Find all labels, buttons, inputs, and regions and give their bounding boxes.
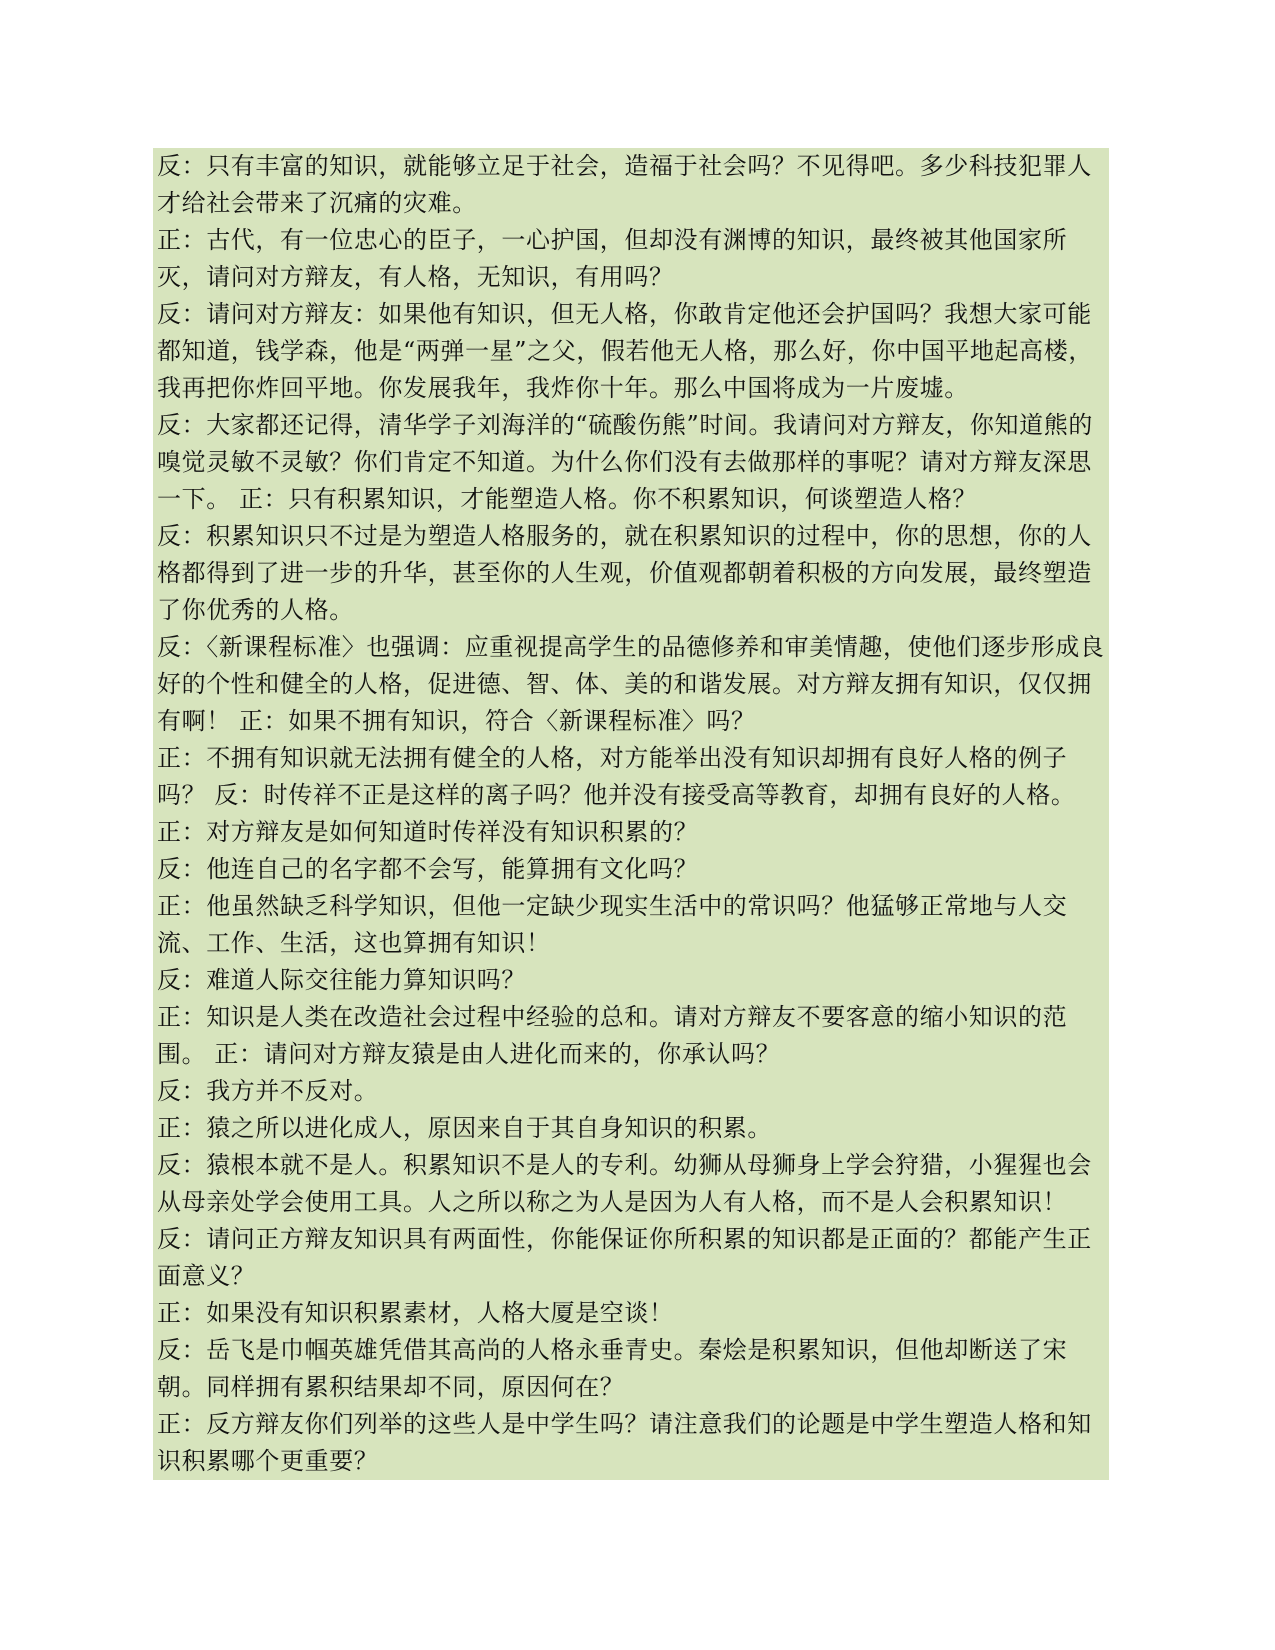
paragraph: 反：请问正方辩友知识具有两面性，你能保证你所积累的知识都是正面的？都能产生正面意义？ [157, 1225, 1092, 1290]
paragraph: 反：积累知识只不过是为塑造人格服务的，就在积累知识的过程中，你的思想，你的人格都得到了进一步的升华，甚至你的人生观，价值观都朝着积极的方向发展，最终塑造了你优秀的人格。 [157, 522, 1092, 624]
paragraph: 正：反方辩友你们列举的这些人是中学生吗？请注意我们的论题是中学生塑造人格和知识积累哪个更重要？ [157, 1410, 1092, 1475]
paragraph: 反：我方并不反对。 [157, 1077, 379, 1105]
paragraph: 反：他连自己的名字都不会写，能算拥有文化吗？ [157, 855, 699, 883]
paragraph: 反：只有丰富的知识，就能够立足于社会，造福于社会吗？不见得吧。多少科技犯罪人才给社会带来了沉痛的灾难。 [157, 152, 1092, 217]
paragraph: 正：不拥有知识就无法拥有健全的人格，对方能举出没有知识却拥有良好人格的例子吗？ 反：时传祥不正是这样的离子吗？他并没有接受高等教育，却拥有良好的人格。 [157, 744, 1076, 809]
paragraph: 正：如果没有知识积累素材，人格大厦是空谈！ [157, 1299, 674, 1327]
paragraph: 反：难道人际交往能力算知识吗？ [157, 966, 526, 994]
paragraph: 正：古代，有一位忠心的臣子，一心护国，但却没有渊博的知识，最终被其他国家所灭，请问对方辩友，有人格，无知识，有用吗？ [157, 226, 1068, 291]
paragraph: 反：猿根本就不是人。积累知识不是人的专利。幼狮从母狮身上学会狩猎，小猩猩也会从母亲处学会使用工具。人之所以称之为人是因为人有人格，而不是人会积累知识！ [157, 1151, 1092, 1216]
paragraph: 反：大家都还记得，清华学子刘海洋的“硫酸伤熊”时间。我请问对方辩友，你知道熊的嗅觉灵敏不灵敏？你们肯定不知道。为什么你们没有去做那样的事呢？请对方辩友深思一下。 正：只有积累知识，才能塑造人格。你不积累知识，何谈塑造人格？ [157, 411, 1093, 513]
paragraph: 反：岳飞是巾帼英雄凭借其高尚的人格永垂青史。秦烩是积累知识，但他却断送了宋朝。同样拥有累积结果却不同，原因何在？ [157, 1336, 1068, 1401]
paragraph: 反：请问对方辩友：如果他有知识，但无人格，你敢肯定他还会护国吗？我想大家可能都知道，钱学森，他是“两弹一星”之父，假若他无人格，那么好，你中国平地起高楼，我再把你炸回平地。你发展我年，我炸你十年。那么中国将成为一片废墟。 [157, 300, 1093, 402]
paragraph: 反：〈新课程标准〉也强调：应重视提高学生的品德修养和审美情趣，使他们逐步形成良好的个性和健全的人格，促进德、智、体、美的和谐发展。对方辩友拥有知识，仅仅拥有啊！ 正：如果不拥有知识，符合〈新课程标准〉吗？ [157, 633, 1105, 735]
paragraph: 正：知识是人类在改造社会过程中经验的总和。请对方辩友不要客意的缩小知识的范围。 正：请问对方辩友猿是由人进化而来的，你承认吗？ [157, 1003, 1068, 1068]
paragraph: 正：对方辩友是如何知道时传祥没有知识积累的？ [157, 818, 699, 846]
paragraph: 正：猿之所以进化成人，原因来自于其自身知识的积累。 [157, 1114, 772, 1142]
highlighted-text-block [153, 148, 1109, 1480]
paragraph: 正：他虽然缺乏科学知识，但他一定缺少现实生活中的常识吗？他猛够正常地与人交流、工作、生活，这也算拥有知识！ [157, 892, 1068, 957]
